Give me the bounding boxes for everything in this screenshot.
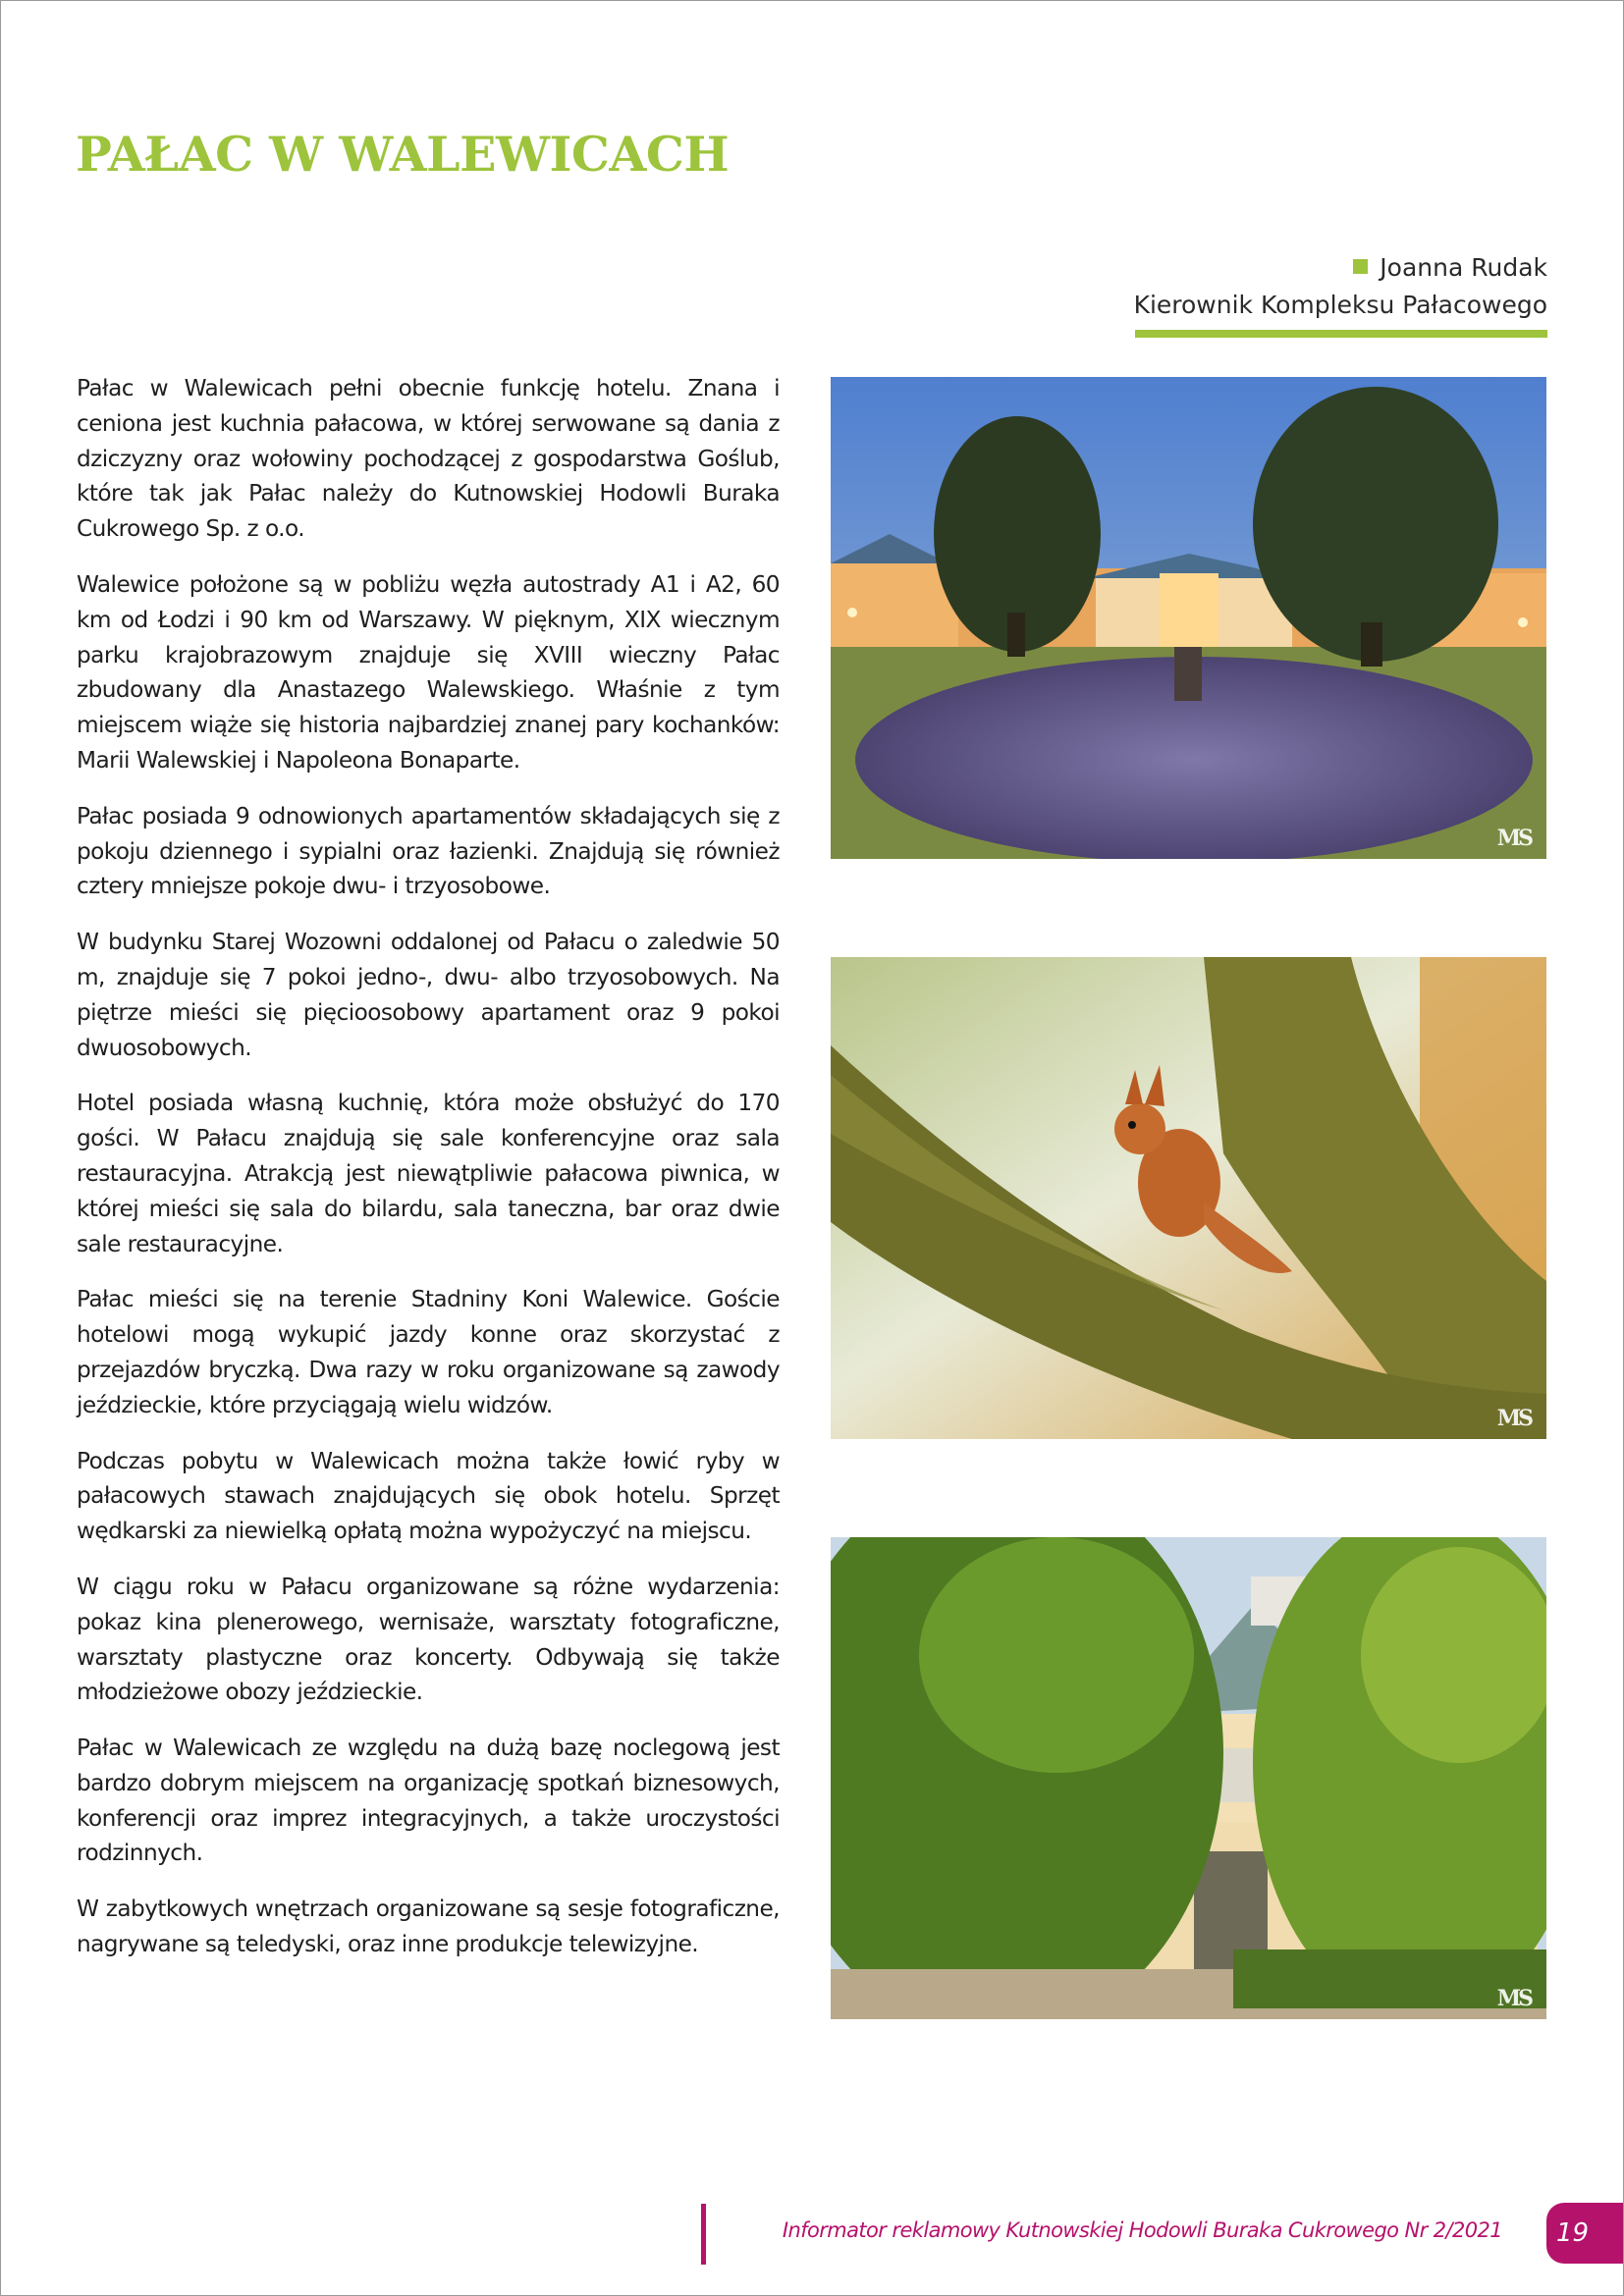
squirrel-illustration (831, 957, 1546, 1439)
photo-palace-dusk (831, 377, 1546, 859)
article-paragraph: Pałac posiada 9 odnowionych apartamentów składających się z pokoju dziennego i sypialni oraz łazienki. Znajdują się również cztery mniejsze pokoje dwu- i trzyosobowe. (77, 802, 780, 900)
bullet-square-icon (1353, 259, 1368, 274)
footer-divider (701, 2204, 706, 2265)
author-role: Kierownik Kompleksu Pałacowego (1133, 291, 1547, 319)
article-paragraph: W ciągu roku w Pałacu organizowane są różne wydarzenia: pokaz kina plenerowego, wernisaże, warsztaty fotograficzne, warsztaty plastyczne oraz koncerty. Odbywają się także młodzieżowe obozy jeździeckie. (77, 1573, 780, 1706)
author-byline (1134, 249, 1547, 324)
photo-squirrel (831, 957, 1546, 1439)
article-body (77, 371, 780, 1983)
footer-publication: Informator reklamowy Kutnowskiej Hodowli Buraka Cukrowego Nr 2/2021 (782, 2218, 1502, 2242)
author-name-line (1134, 249, 1547, 287)
photo-watermark: MS (1496, 1986, 1531, 2011)
page-title: PAŁAC W WALEWICACH (76, 126, 730, 183)
palace-dusk-illustration (831, 377, 1546, 859)
page-number: 19 (1546, 2203, 1623, 2264)
article-paragraph: Pałac w Walewicach ze względu na dużą bazę noclegową jest bardzo dobrym miejscem na organizację spotkań biznesowych, konferencji oraz imprez integracyjnych, a także uroczystości rodzinnych. (77, 1735, 780, 1867)
article-paragraph: Podczas pobytu w Walewicach można także łowić ryby w pałacowych stawach znajdujących się obok hotelu. Sprzęt wędkarski za niewielką opłatą można wypożyczyć na miejscu. (77, 1447, 780, 1545)
photo-palace-wing (831, 1537, 1546, 2019)
article-paragraph: Hotel posiada własną kuchnię, która może obsłużyć do 170 gości. W Pałacu znajdują się sale konferencyjne oraz sala restauracyjna. Atrakcją jest niewątpliwie pałacowa piwnica, w której mieści się sala do bilardu, sala taneczna, bar oraz dwie sale restauracyjne. (77, 1090, 780, 1257)
author-name: Joanna Rudak (1380, 253, 1547, 282)
article-paragraph: Pałac mieści się na terenie Stadniny Koni Walewice. Goście hotelowi mogą wykupić jazdy konne oraz skorzystać z przejazdów bryczką. Dwa razy w roku organizowane są zawody jeździeckie, które przyciągają wielu widzów. (77, 1286, 780, 1418)
article-paragraph: W zabytkowych wnętrzach organizowane są sesje fotograficzne, nagrywane są teledyski, oraz inne produkcje telewizyjne. (77, 1896, 780, 1958)
article-paragraph: Walewice położone są w pobliżu węzła autostrady A1 i A2, 60 km od Łodzi i 90 km od Warszawy. W pięknym, XIX wiecznym parku krajobrazowym znajduje się XVIII wieczny Pałac zbudowany dla Anastazego Walewskiego. Właśnie z tym miejscem wiąże się historia najbardziej znanej pary kochanków: Marii Walewskiej i Napoleona Bonaparte. (77, 570, 780, 774)
article-paragraph: Pałac w Walewicach pełni obecnie funkcję hotelu. Znana i ceniona jest kuchnia pałacowa, w której serwowane są dania z dziczyzny oraz wołowiny pochodzącej z gospodarstwa Goślub, które tak jak Pałac należy do Kutnowskiej Hodowli Buraka Cukrowego Sp. z o.o. (77, 375, 780, 543)
photo-watermark: MS (1496, 826, 1531, 851)
article-paragraph: W budynku Starej Wozowni oddalonej od Pałacu o zaledwie 50 m, znajduje się 7 pokoi jedno-, dwu- albo trzyosobowych. Na piętrze mieści się pięcioosobowy apartament oraz 9 pokoi dwuosobowych. (77, 929, 780, 1061)
photo-watermark: MS (1496, 1406, 1531, 1431)
palace-wing-illustration (831, 1537, 1546, 2019)
author-underline (1135, 330, 1547, 338)
